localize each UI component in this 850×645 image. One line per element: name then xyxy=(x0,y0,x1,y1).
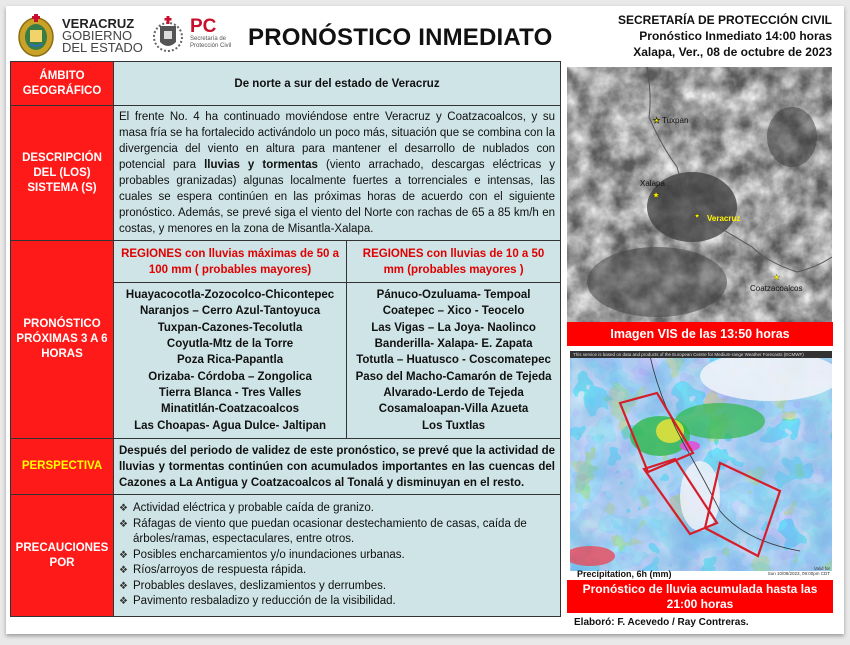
page-title: PRONÓSTICO INMEDIATO xyxy=(248,24,553,51)
precaution-text: Pavimento resbaladizo y reducción de la visibilidad. xyxy=(133,595,396,608)
description-part2: (viento arrachado, descargas eléctricas y probables granizadas) algunas localmente fuertes a torrenciales e intensas, las cuales se espera continúen en las próximas horas de acuerdo con el siguiente pronóstico. Además, se prevé siga el viento del Norte con rachas de 65 a 85 km/h en costas, y menores en la zona de Misantla-Xalapa. xyxy=(119,159,555,235)
bulletin-time: Pronóstico Inmediato 14:00 horas xyxy=(639,29,832,43)
list-item: Paso del Macho-Camarón de Tejeda xyxy=(355,370,552,383)
list-item xyxy=(119,594,555,610)
issuer-block xyxy=(618,12,832,60)
forecast-label: PRONÓSTICO PRÓXIMAS 3 A 6 HORAS xyxy=(11,241,114,439)
outlook-label: PERSPECTIVA xyxy=(11,439,114,495)
list-item: Orizaba- Córdoba – Zongolica xyxy=(148,370,312,383)
diamond-bullet-icon: ❖ xyxy=(119,565,128,577)
ecmwf-credit: This service is based on data and products of the European Centre for Medium-range Weather Forecasts (ECMWF) xyxy=(570,351,832,358)
list-item: Coatepec – Xico - Teocelo xyxy=(382,305,525,318)
outlook-text: Después del periodo de validez de este pronóstico, se prevé que la actividad de lluvias y tormentas continúen con acumulados importantes en las cuencas del Cazones a La Antigua y Coatzacoalcos al Tonalá y disminuyan en el resto. xyxy=(114,439,561,495)
precaution-text: Actividad eléctrica y probable caída de granizo. xyxy=(133,502,375,515)
valid-value: Sun 10/08/2023, 09:00pm CDT xyxy=(767,571,830,576)
pc-abbrev: PC xyxy=(190,16,217,37)
pc-shield-icon xyxy=(152,14,184,56)
diamond-bullet-icon: ❖ xyxy=(119,549,128,561)
row-regions-header xyxy=(11,241,561,283)
precip-map-title: Precipitation, 6h (mm) xyxy=(577,569,672,579)
description-label: DESCRIPCIÓN DEL (LOS) SISTEMA (S) xyxy=(11,106,114,241)
regions-low-header: REGIONES con lluvias de 10 a 50 mm (probables mayores ) xyxy=(347,241,561,283)
precaution-text: Ráfagas de viento que puedan ocasionar destechamiento de casas, caída de árboles/ramas, espectaculares, entre otros. xyxy=(133,517,527,546)
list-item: Naranjos – Cerro Azul-Tantoyuca xyxy=(139,305,321,318)
pc-line1: Secretaría de xyxy=(190,36,227,42)
list-item: Poza Rica-Papantla xyxy=(177,354,284,367)
city-label-coatzacoalcos: Coatzacoalcos xyxy=(750,284,803,293)
precaution-text: Ríos/arroyos de respuesta rápida. xyxy=(133,564,307,577)
row-description xyxy=(11,106,561,241)
diamond-bullet-icon: ❖ xyxy=(119,580,128,592)
valid-label: Valid for xyxy=(813,566,830,571)
precaution-text: Probables deslaves, deslizamientos y derrumbes. xyxy=(133,579,387,592)
scope-value: De norte a sur del estado de Veracruz xyxy=(114,62,561,106)
row-scope xyxy=(11,62,561,106)
description-highlight: lluvias y tormentas xyxy=(204,159,318,171)
city-label-xalapa: Xalapa xyxy=(640,179,665,188)
veracruz-coat-of-arms-icon xyxy=(16,12,56,58)
list-item: Totutla – Huatusco - Coscomatepec xyxy=(356,354,551,367)
precautions-label: PRECAUCIONES POR xyxy=(11,495,114,617)
svg-text:★: ★ xyxy=(773,273,781,282)
list-item xyxy=(119,501,555,517)
pc-line2: Protección Civil xyxy=(190,43,232,49)
satellite-caption: Imagen VIS de las 13:50 horas xyxy=(567,322,833,346)
list-item xyxy=(119,517,555,548)
svg-text:★: ★ xyxy=(652,190,661,200)
list-item: Tuxpan-Cazones-Tecolutla xyxy=(157,321,303,334)
svg-text:★: ★ xyxy=(653,116,661,125)
list-item: Coyutla-Mtz de la Torre xyxy=(166,338,294,351)
regions-high-header: REGIONES con lluvias máximas de 50 a 100 mm ( probables mayores) xyxy=(114,241,347,283)
list-item xyxy=(119,563,555,579)
gov-line1: VERACRUZ xyxy=(62,16,135,31)
gov-line3: DEL ESTADO xyxy=(62,40,143,55)
precipitation-map xyxy=(570,351,832,571)
list-item: Pánuco-Ozuluama- Tempoal xyxy=(376,289,531,302)
forecast-table xyxy=(10,61,561,617)
list-item: Los Tuxtlas xyxy=(422,419,486,432)
row-precautions xyxy=(11,495,561,617)
city-label-tuxpan: Tuxpan xyxy=(662,116,689,125)
diamond-bullet-icon: ❖ xyxy=(119,518,128,530)
list-item: Cosamaloapan-Villa Azueta xyxy=(378,403,529,416)
svg-text:★: ★ xyxy=(694,213,701,220)
satellite-image xyxy=(567,67,832,322)
bulletin-date: Xalapa, Ver., 08 de octubre de 2023 xyxy=(633,45,832,59)
row-outlook xyxy=(11,439,561,495)
precip-caption: Pronóstico de lluvia acumulada hasta las 21:00 horas xyxy=(567,580,833,613)
city-label-veracruz: Veracruz xyxy=(707,214,741,223)
list-item xyxy=(119,548,555,564)
list-item: Huayacocotla-Zozocolco-Chicontepec xyxy=(125,289,335,302)
list-item xyxy=(119,579,555,595)
regions-high-list xyxy=(114,283,347,439)
description-text xyxy=(114,106,561,241)
regions-low-list xyxy=(347,283,561,439)
list-item: Alvarado-Lerdo de Tejeda xyxy=(383,386,524,399)
diamond-bullet-icon: ❖ xyxy=(119,596,128,608)
gov-line2: GOBIERNO xyxy=(62,28,133,43)
list-item: Las Choapas- Agua Dulce- Jaltipan xyxy=(134,419,327,432)
list-item: Las Vigas – La Joya- Naolinco xyxy=(371,321,536,334)
description-part1: El frente No. 4 ha continuado moviéndose entre Veracruz y Coatzacoalcos, y su masa fría se ha fortalecido activándolo un poco más, situación que se combina con la divergencia del viento en altura para mantener el desarrollo de nublados con potencial para xyxy=(119,111,555,171)
list-item: Banderilla- Xalapa- E. Zapata xyxy=(374,338,533,351)
issuer-name: SECRETARÍA DE PROTECCIÓN CIVIL xyxy=(617,13,832,27)
scope-label: ÁMBITO GEOGRÁFICO xyxy=(11,62,114,106)
gov-wordmark xyxy=(62,18,143,54)
author-credit: Elaboró: F. Acevedo / Ray Contreras. xyxy=(574,617,749,628)
precaution-text: Posibles encharcamientos y/o inundaciones urbanas. xyxy=(133,548,405,561)
list-item: Tierra Blanca - Tres Valles xyxy=(158,386,302,399)
diamond-bullet-icon: ❖ xyxy=(119,503,128,515)
list-item: Minatitlán-Coatzacoalcos xyxy=(161,403,300,416)
precautions-list xyxy=(114,495,561,617)
valid-time xyxy=(768,566,830,576)
pc-wordmark xyxy=(190,18,231,50)
